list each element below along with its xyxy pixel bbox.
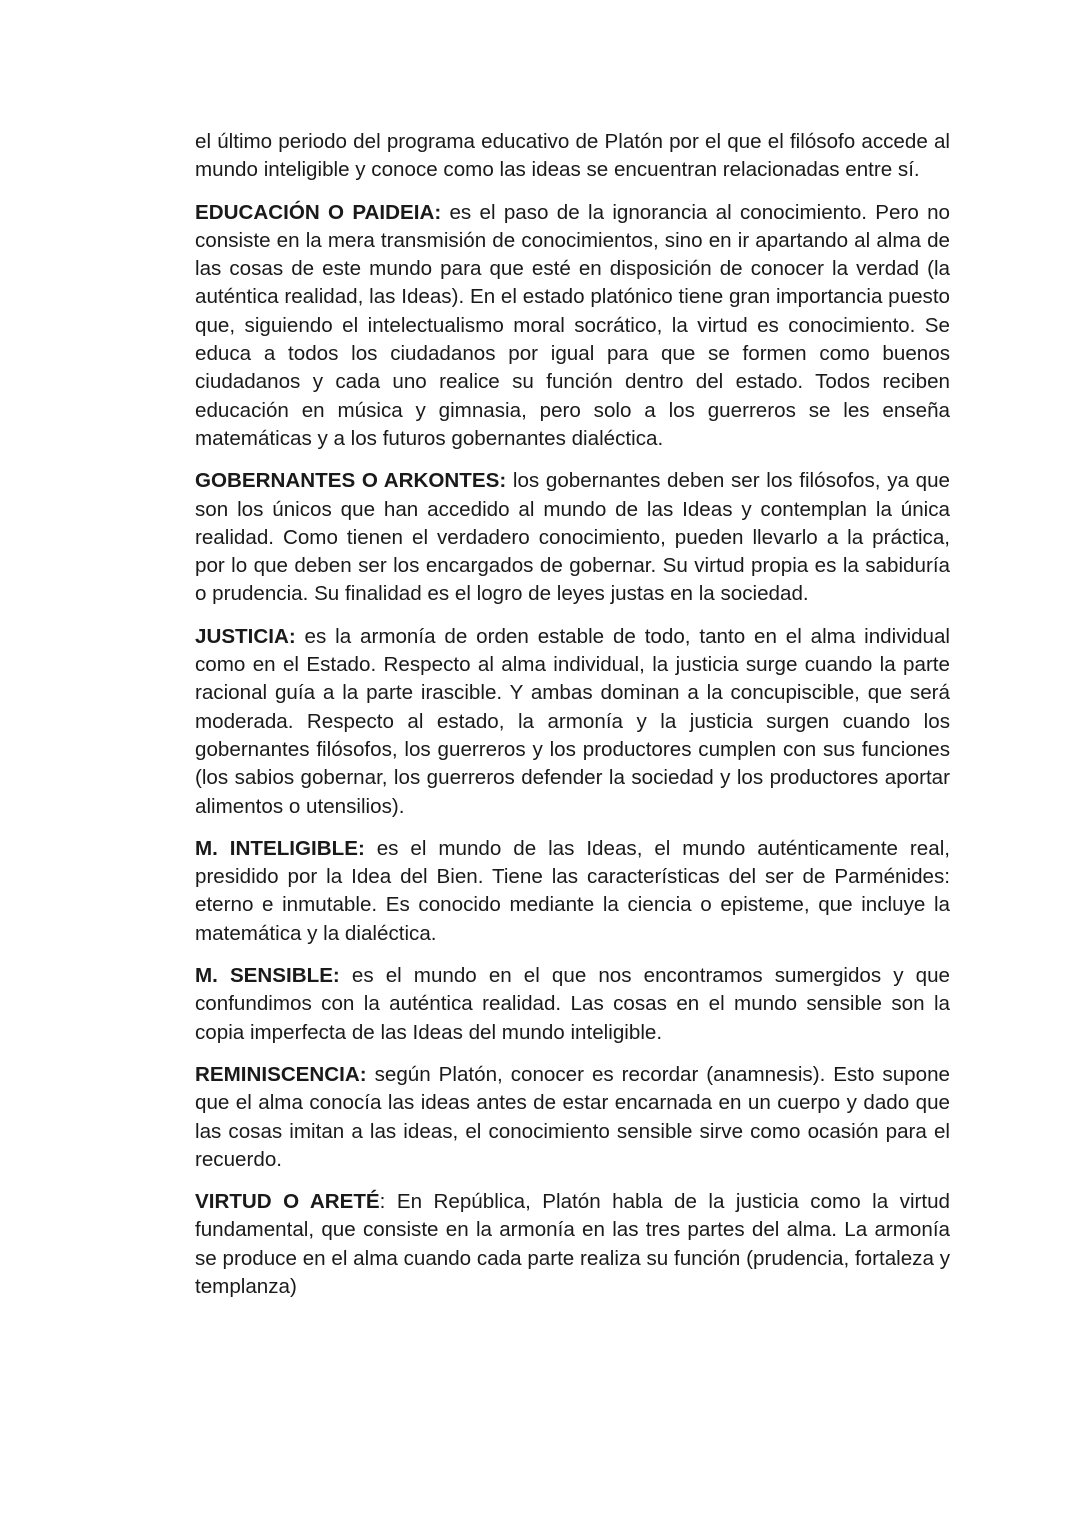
term-m-inteligible: M. INTELIGIBLE:: [195, 836, 365, 860]
definition-m-inteligible: es el mundo de las Ideas, el mundo auténticamente real, presidido por la Idea del Bien. Tiene las características del ser de Parménides: eterno e inmutable. Es conocido mediante la ciencia o episteme, que incluye la matemática y la dialéctica.: [195, 836, 950, 945]
term-reminiscencia: REMINISCENCIA:: [195, 1062, 367, 1086]
term-m-sensible: M. SENSIBLE:: [195, 964, 340, 988]
definition-m-sensible: es el mundo en el que nos encontramos sumergidos y que confundimos con la auténtica realidad. Las cosas en el mundo sensible son la copia imperfecta de las Ideas del mundo inteligible.: [195, 964, 950, 1044]
term-arkontes: GOBERNANTES O ARKONTES:: [195, 469, 507, 493]
entry-paideia: [195, 199, 950, 454]
term-justicia: JUSTICIA:: [195, 624, 296, 648]
entry-m-sensible: [195, 962, 950, 1047]
document-page: [195, 128, 950, 1315]
definition-justicia: es la armonía de orden estable de todo, tanto en el alma individual como en el Estado. Respecto al alma individual, la justicia surge cuando la parte racional guía a la parte irascible. Y ambas dominan a la concupiscible, que será moderada. Respecto al estado, la armonía y la justicia surgen cuando los gobernantes filósofos, los guerreros y los productores cumplen con sus funciones (los sabios gobernar, los guerreros defender la sociedad y los productores aportar alimentos o utensilios).: [195, 624, 950, 818]
intro-paragraph: el último periodo del programa educativo de Platón por el que el filósofo accede al mundo inteligible y conoce como las ideas se encuentran relacionadas entre sí.: [195, 130, 950, 182]
definition-virtud: : En República, Platón habla de la justicia como la virtud fundamental, que consiste en la armonía en las tres partes del alma. La armonía se produce en el alma cuando cada parte realiza su función (prudencia, fortaleza y templanza): [195, 1190, 950, 1298]
entry-virtud: [195, 1188, 950, 1301]
entry-m-inteligible: [195, 835, 950, 948]
entry-justicia: [195, 623, 950, 821]
entry-arkontes: [195, 467, 950, 608]
definition-reminiscencia: según Platón, conocer es recordar (anamnesis). Esto supone que el alma conocía las ideas antes de estar encarnada en un cuerpo y dado que las cosas imitan a las ideas, el conocimiento sensible sirve como ocasión para el recuerdo.: [195, 1062, 950, 1171]
entry-reminiscencia: [195, 1061, 950, 1174]
term-virtud: VIRTUD O ARETÉ: [195, 1190, 380, 1214]
definition-arkontes: los gobernantes deben ser los filósofos, ya que son los únicos que han accedido al mundo de las Ideas y contemplan la única realidad. Como tienen el verdadero conocimiento, pueden llevarlo a la práctica, por lo que deben ser los encargados de gobernar. Su virtud propia es la sabiduría o prudencia. Su finalidad es el logro de leyes justas en la sociedad.: [195, 469, 950, 606]
definition-paideia: es el paso de la ignorancia al conocimiento. Pero no consiste en la mera transmisión de conocimientos, sino en ir apartando al alma de las cosas de este mundo para que esté en disposición de conocer la verdad (la auténtica realidad, las Ideas). En el estado platónico tiene gran importancia puesto que, siguiendo el intelectualismo moral socrático, la virtud es conocimiento. Se educa a todos los ciudadanos por igual para que se formen como buenos ciudadanos y cada uno realice su función dentro del estado. Todos reciben educación en música y gimnasia, pero solo a los guerreros se les enseña matemáticas y a los futuros gobernantes dialéctica.: [195, 200, 951, 450]
term-paideia: EDUCACIÓN O PAIDEIA:: [195, 200, 442, 224]
